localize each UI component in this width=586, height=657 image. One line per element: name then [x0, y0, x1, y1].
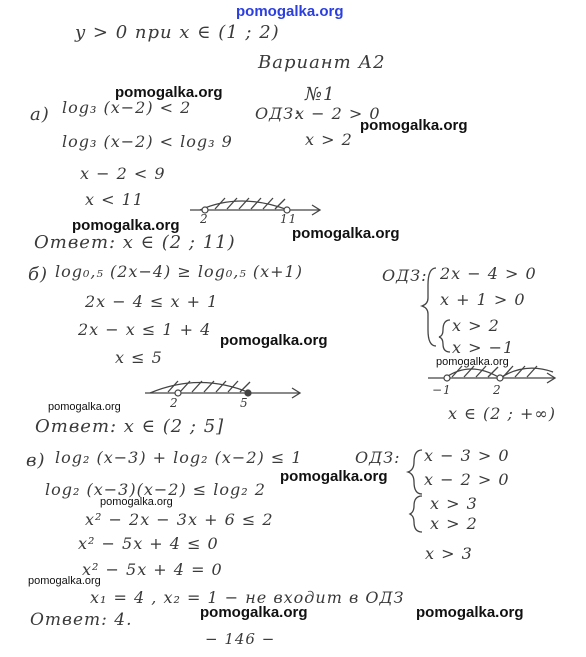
watermark: pomogalka.org — [280, 468, 388, 485]
part-c-odz-1: x − 3 > 0 — [424, 446, 510, 465]
axis-a-left-label: 2 — [200, 212, 209, 226]
part-a-line1: log₃ (x−2) < 2 — [62, 98, 192, 117]
watermark: pomogalka.org — [100, 496, 173, 508]
part-c-answer: Ответ: 4. — [30, 610, 133, 630]
part-c-label: в) — [26, 450, 46, 471]
part-b-line2: 2x − 4 ≤ x + 1 — [85, 292, 219, 311]
part-b-answer: Ответ: x ∈ (2 ; 5] — [35, 416, 225, 437]
watermark: pomogalka.org — [72, 217, 180, 234]
part-a-line3: x − 2 < 9 — [80, 164, 166, 183]
page-number: − 146 − — [205, 630, 276, 648]
part-a-line4: x < 11 — [85, 190, 144, 209]
part-a-answer: Ответ: x ∈ (2 ; 11) — [34, 232, 236, 253]
watermark: pomogalka.org — [115, 84, 223, 101]
watermark: pomogalka.org — [220, 332, 328, 349]
part-b-label: б) — [28, 264, 49, 285]
brace-c-inner — [410, 496, 422, 532]
part-c-line3: x² − 2x − 3x + 6 ≤ 2 — [85, 510, 274, 529]
part-a-line2: log₃ (x−2) < log₃ 9 — [62, 132, 233, 151]
axis-b-odz-right-label: 2 — [493, 383, 502, 397]
part-a-odz-label: ОДЗ: — [255, 104, 301, 123]
part-c-odz-4: x > 2 — [430, 514, 478, 533]
watermark: pomogalka.org — [28, 575, 101, 587]
watermark: pomogalka.org — [436, 356, 509, 368]
watermark: pomogalka.org — [292, 225, 400, 242]
part-b-line4: x ≤ 5 — [115, 348, 163, 367]
axis-b — [145, 381, 300, 398]
part-b-line1: log₀,₅ (2x−4) ≥ log₀,₅ (x+1) — [55, 262, 303, 281]
watermark-top: pomogalka.org — [236, 3, 344, 20]
part-c-line4: x² − 5x + 4 ≤ 0 — [78, 534, 219, 553]
part-b-line3: 2x − x ≤ 1 + 4 — [78, 320, 212, 339]
part-c-odz-label: ОДЗ: — [355, 448, 401, 467]
part-b-odz-4: x > −1 — [452, 338, 515, 357]
axis-b-left-label: 2 — [170, 396, 179, 410]
axis-a — [190, 198, 320, 215]
part-c-odz-3: x > 3 — [430, 494, 478, 513]
part-c-line6: x₁ = 4 , x₂ = 1 − не входит в ОДЗ — [90, 588, 405, 607]
part-a-label: а) — [30, 104, 50, 125]
brace-c-outer — [408, 450, 422, 494]
part-b-odz-3: x > 2 — [452, 316, 500, 335]
axis-a-right-label: 11 — [280, 212, 298, 226]
header-number: №1 — [305, 84, 336, 105]
part-c-odz-5: x > 3 — [425, 544, 473, 563]
part-c-odz-2: x − 2 > 0 — [424, 470, 510, 489]
axis-b-right-label: 5 — [240, 396, 249, 410]
part-b-odz-1: 2x − 4 > 0 — [440, 264, 537, 283]
watermark: pomogalka.org — [416, 604, 524, 621]
part-c-line1: log₂ (x−3) + log₂ (x−2) ≤ 1 — [55, 448, 303, 467]
part-c-line5: x² − 5x + 4 = 0 — [82, 560, 223, 579]
watermark: pomogalka.org — [360, 117, 468, 134]
header-condition: y > 0 при x ∈ (1 ; 2) — [75, 22, 280, 43]
axis-b-odz — [428, 366, 555, 383]
part-b-odz-2: x + 1 > 0 — [440, 290, 526, 309]
part-a-odz-1: x − 2 > 0 — [295, 104, 381, 123]
watermark: pomogalka.org — [200, 604, 308, 621]
part-a-odz-2: x > 2 — [305, 130, 353, 149]
brace-b-inner — [439, 320, 450, 352]
part-c-line2: log₂ (x−3)(x−2) ≤ log₂ 2 — [45, 480, 266, 499]
watermark: pomogalka.org — [48, 401, 121, 413]
axis-b-odz-left-label: −1 — [432, 383, 452, 397]
part-b-odz-label: ОДЗ: — [382, 266, 428, 285]
part-b-odz-result: x ∈ (2 ; +∞) — [448, 404, 556, 423]
header-variant: Вариант А2 — [258, 52, 386, 73]
